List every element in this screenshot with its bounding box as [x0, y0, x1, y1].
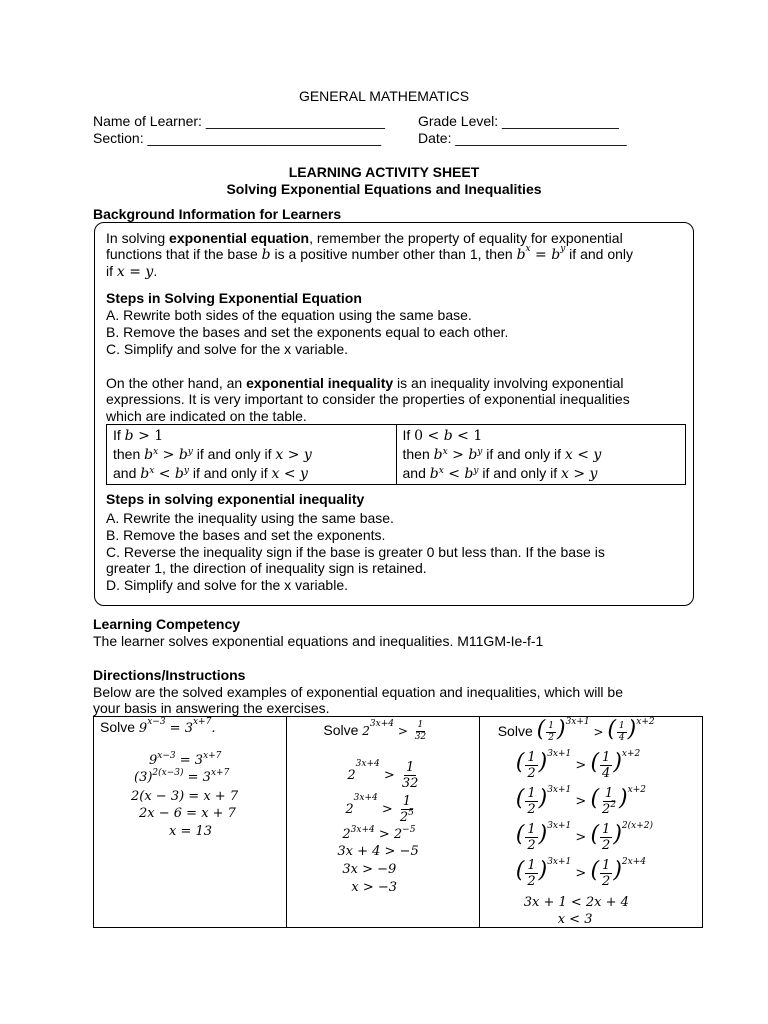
- background-heading: Background Information for Learners: [93, 206, 342, 222]
- intro-line-3: if x = y.: [106, 263, 158, 280]
- example-1-step-4: 2x − 6 = x + 7: [139, 806, 236, 821]
- example-1-step-5: x = 13: [169, 824, 213, 839]
- inequality-properties-table: [106, 424, 686, 485]
- directions-heading: Directions/Instructions: [93, 667, 246, 683]
- example-2-step-2: $2^{3x+4}$ > $\frac{1}{2^5}$: [345, 793, 414, 825]
- step-eq-c: C. Simplify and solve for the x variable.: [106, 341, 348, 357]
- property-base-greater-than-one: If b > 1 then $b^x > b^y$ if and only if x > y and $b^x < b^y$ if and only if x < y: [107, 425, 397, 485]
- example-1-step-3: 2(x − 3) = x + 7: [131, 789, 239, 804]
- example-3-step-5: 3x + 1 < 2x + 4: [523, 895, 629, 910]
- competency-heading: Learning Competency: [93, 616, 241, 632]
- example-2-step-1: $2^{3x+4}$ > $\frac{1}{32}$: [347, 759, 419, 791]
- directions-line-1: Below are the solved examples of exponential equation and inequalities, which will be: [93, 684, 623, 700]
- step-ineq-c: C. Reverse the inequality sign if the base is greater 0 but less than. If the base is: [106, 544, 605, 560]
- directions-line-2: your basis in answering the exercises.: [93, 700, 330, 716]
- grade-level-field: Grade Level: _______________: [418, 113, 619, 129]
- example-2-step-3: $2^{3x+4} > 2^{-5}$: [342, 825, 416, 842]
- example-3-step-6: x < 3: [557, 912, 593, 927]
- intro-line-1: In solving exponential equation, remember the property of equality for exponential: [106, 230, 623, 246]
- date-field: Date: ______________________: [418, 130, 627, 146]
- property-base-between-zero-and-one: If 0 < b < 1 then $b^x > b^y$ if and only if x < y and $b^x < b^y$ if and only if x > y: [396, 425, 686, 485]
- name-of-learner-field: Name of Learner: _______________________: [93, 113, 385, 129]
- inequality-intro-line-3: which are indicated on the table.: [106, 408, 307, 424]
- step-ineq-a: A. Rewrite the inequality using the same base.: [106, 510, 394, 526]
- competency-text: The learner solves exponential equations and inequalities. M11GM-Ie-f-1: [93, 633, 544, 649]
- steps-equation-heading: Steps in Solving Exponential Equation: [106, 290, 362, 306]
- example-3-prompt: Solve ( $\frac{1}{2}$ )$^{3x+1}$ > ( $\frac{1}{4}$ )$^{x+2}$: [497, 717, 655, 743]
- example-3-step-2: ( $\frac{1}{2}$ )$^{3x+1}$ > ( $\frac{1}{2^2}$ )$^{x+2}$: [515, 785, 646, 817]
- example-3-step-3: ( $\frac{1}{2}$ )$^{3x+1}$ > ( $\frac{1}{2}$ )$^{2(x+2)}$: [515, 821, 653, 853]
- step-eq-a: A. Rewrite both sides of the equation using the same base.: [106, 307, 472, 323]
- example-2-step-5: 3x > −9: [342, 862, 397, 877]
- document-title: GENERAL MATHEMATICS: [298, 88, 470, 104]
- example-inequality-1-cell: [287, 717, 479, 928]
- section-field: Section: ______________________________: [93, 130, 382, 146]
- example-inequality-2-cell: [479, 717, 702, 928]
- step-ineq-c-continued: greater 1, the direction of inequality sign is retained.: [106, 560, 427, 576]
- inequality-intro-line-2: expressions. It is very important to consider the properties of exponential inequalities: [106, 391, 630, 407]
- example-2-prompt: Solve $2^{3x+4}$ > $\frac{1}{32}$: [323, 719, 427, 742]
- example-1-prompt: Solve $9^{x-3} = 3^{x+7}$.: [100, 717, 216, 736]
- steps-inequality-heading: Steps in solving exponential inequality: [106, 491, 365, 507]
- example-3-step-4: ( $\frac{1}{2}$ )$^{3x+1}$ > ( $\frac{1}{2}$ )$^{2x+4}$: [515, 857, 646, 889]
- sheet-title: LEARNING ACTIVITY SHEET: [288, 164, 480, 180]
- step-ineq-d: D. Simplify and solve for the x variable.: [106, 577, 348, 593]
- example-3-step-1: ( $\frac{1}{2}$ )$^{3x+1}$ > ( $\frac{1}{4}$ )$^{x+2}$: [515, 749, 641, 781]
- example-equation-cell: [94, 717, 287, 928]
- example-2-step-6: x > −3: [351, 880, 398, 895]
- example-1-step-1: $9^{x-3} = 3^{x+7}$: [149, 751, 222, 768]
- solved-examples-table: [93, 716, 703, 928]
- step-eq-b: B. Remove the bases and set the exponents equal to each other.: [106, 324, 509, 340]
- intro-line-2: functions that if the base b is a positive number other than 1, then $b^x = b^y$ if and only: [106, 244, 634, 263]
- example-1-step-2: $(3)^{2(x-3)} = 3^{x+7}$: [134, 768, 230, 785]
- inequality-intro-line-1: On the other hand, an exponential inequality is an inequality involving exponential: [106, 375, 624, 391]
- sheet-subtitle: Solving Exponential Equations and Inequalities: [226, 181, 542, 197]
- step-ineq-b: B. Remove the bases and set the exponents.: [106, 527, 386, 543]
- example-2-step-4: 3x + 4 > −5: [337, 844, 419, 859]
